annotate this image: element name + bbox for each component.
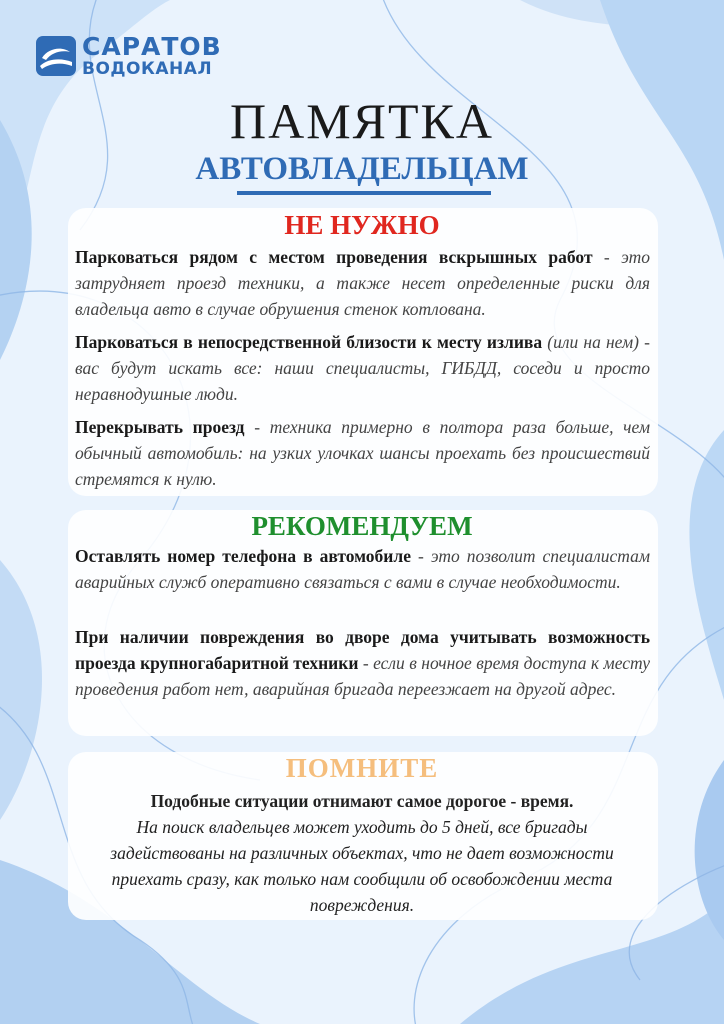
not-needed-item-1-bold: Парковаться рядом с местом проведения вскрышных работ bbox=[75, 247, 593, 267]
not-needed-item-3-text: - техника примерно в полтора раза больше, чем обычный автомобиль: на узких улочках шансы проехать без происшествий стремятся к нулю. bbox=[75, 417, 650, 489]
logo-wave-icon bbox=[36, 36, 76, 76]
logo bbox=[36, 34, 222, 78]
recommend-item-1-text: - это позволит специалистам аварийных служб оперативно связаться с вами в случае необходимости. bbox=[75, 546, 650, 592]
recommend-item-2-text: - если в ночное время доступа к месту проведения работ нет, аварийная бригада переезжает на другой адрес. bbox=[75, 653, 650, 699]
logo-city-name: САРАТОВ bbox=[82, 32, 222, 61]
not-needed-item-3 bbox=[75, 414, 650, 492]
remember-block bbox=[90, 788, 634, 918]
not-needed-item-1-text: - это затрудняет проезд техники, а также несет определенные риски для владельца авто в случае обрушения стенок котлована. bbox=[75, 247, 650, 319]
remember-text: На поиск владельцев может уходить до 5 дней, все бригады задействованы на различных объектах, что не дает возможности приехать сразу, как только нам сообщили об освобождении места повреждения. bbox=[110, 817, 614, 915]
recommend-item-2 bbox=[75, 624, 650, 702]
not-needed-item-2-text: - вас будут искать все: наши специалисты, ГИБДД, соседи и просто неравнодушные люди. bbox=[75, 332, 651, 404]
not-needed-item-2-bold: Парковаться в непосредственной близости к месту излива bbox=[75, 332, 543, 352]
logo-company-name: ВОДОКАНАЛ bbox=[82, 59, 213, 79]
recommend-heading: РЕКОМЕНДУЕМ bbox=[251, 511, 473, 541]
not-needed-item-3-bold: Перекрывать проезд bbox=[75, 417, 245, 437]
not-needed-item-2 bbox=[75, 329, 650, 407]
recommend-item-2-bold: При наличии повреждения во дворе дома учитывать возможность проезда крупногабаритной техники bbox=[75, 627, 650, 673]
not-needed-item-2-italic: (или на нем) bbox=[542, 332, 640, 352]
page-subtitle: АВТОВЛАДЕЛЬЦАМ bbox=[195, 151, 529, 187]
remember-lead: Подобные ситуации отнимают самое дорогое - время. bbox=[150, 791, 574, 811]
not-needed-item-1 bbox=[75, 244, 650, 322]
page-title: ПАМЯТКА bbox=[229, 93, 495, 149]
recommend-item-1 bbox=[75, 543, 650, 595]
recommend-item-1-bold: Оставлять номер телефона в автомобиле bbox=[75, 546, 411, 566]
remember-heading: ПОМНИТЕ bbox=[285, 753, 439, 783]
title-underline bbox=[237, 191, 491, 195]
not-needed-heading: НЕ НУЖНО bbox=[284, 210, 440, 240]
